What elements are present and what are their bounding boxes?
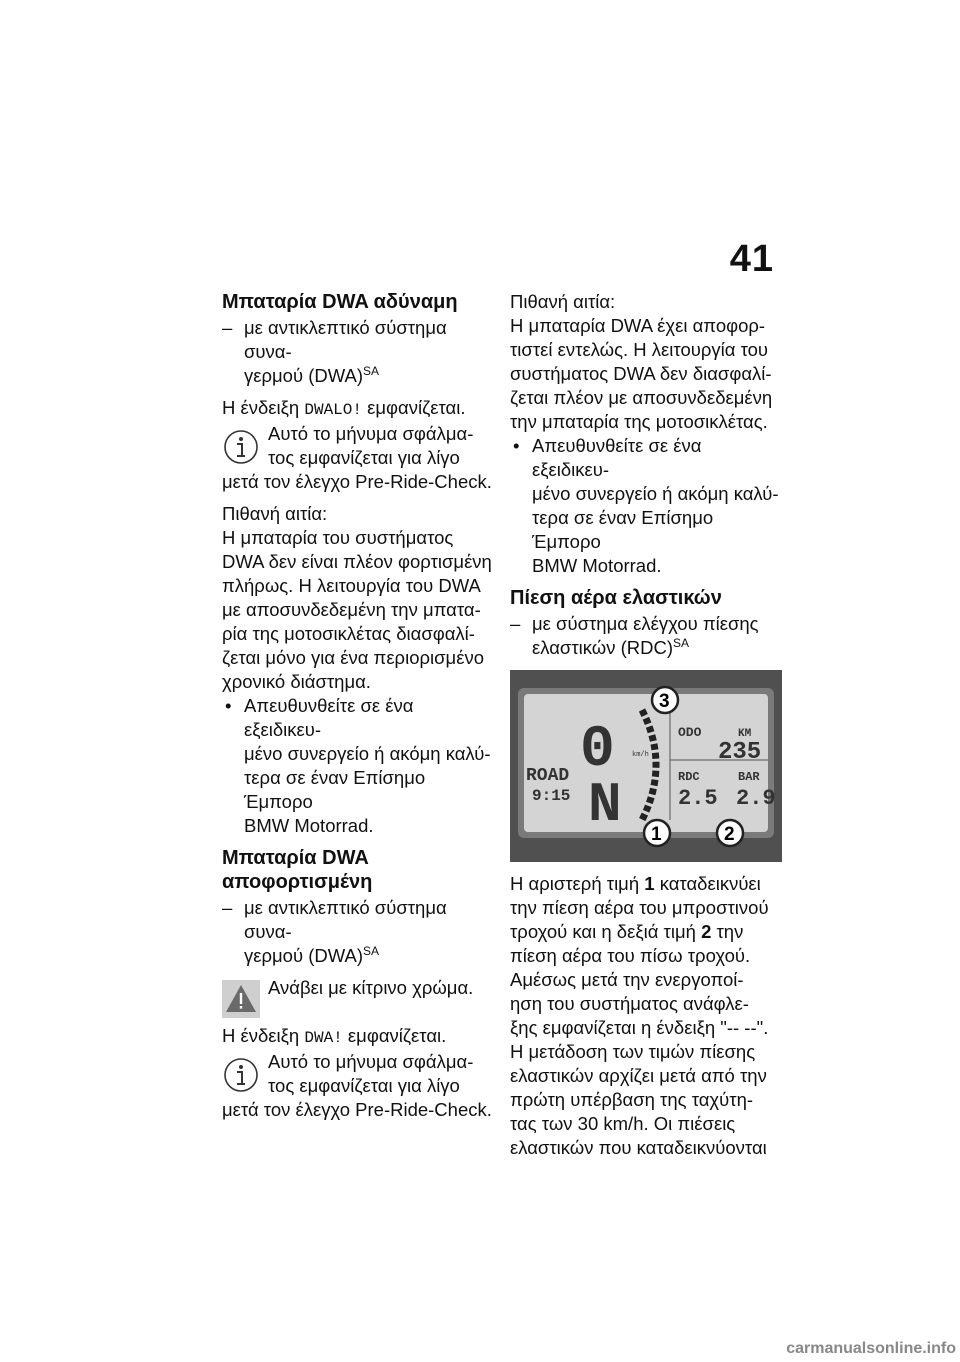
bar-label: BAR [738,770,760,784]
speed-digit: 0 [580,718,615,783]
rdc-label: RDC [678,770,700,784]
display-code: DWA! [304,1029,343,1047]
sa-superscript: SA [673,635,690,650]
dash-marker: – [222,317,233,338]
instrument-cluster-figure [510,670,782,862]
front-tyre-pressure: 2.5 [678,786,718,811]
dash-marker: – [510,613,521,634]
clock: 9:15 [532,787,571,805]
bullet-item: • Απευθυνθείτε σε ένα εξειδικευ- μένο συνεργείο ή ακόμη καλύ- τερα σε έναν Επίσημο Έμπορο BMW Motorrad. [513,435,779,576]
riding-mode: ROAD [526,766,570,786]
section-title-dwa-discharged: Μπαταρία DWA αποφορτισμένη [222,847,373,893]
odo-label: ODO [678,725,702,740]
info-note: Αυτό το μήνυμα σφάλμα- τος εμφανίζεται για λίγο μετά τον έλεγχο Pre-Ride-Check. [222,1051,492,1120]
info-note: Αυτό το μήνυμα σφάλμα- τος εμφανίζεται για λίγο μετά τον έλεγχο Pre-Ride-Check. [222,423,492,492]
speed-unit: km/h [632,751,649,759]
equipment-note: – με αντικλεπτικό σύστημα συνα- γερμού (DWA)$^{SA}$ [222,317,447,386]
equipment-note: – με σύστημα ελέγχου πίεσης ελαστικών (RDC)$^{SA}$ [510,613,759,658]
sa-superscript: SA [363,943,380,958]
gear-indicator: N [588,773,622,837]
bullet-item: • Απευθυνθείτε σε ένα εξειδικευ- μένο συνεργείο ή ακόμη καλύ- τερα σε έναν Επίσημο Έμπορο BMW Motorrad. [225,695,491,836]
section-title-dwa-weak: Μπαταρία DWA αδύναμη [222,291,458,313]
cause-label: Πιθανή αιτία: [222,503,328,524]
indicator-line: Η ένδειξη DWALO! εμφανίζεται. [222,397,466,419]
instrument-cluster-illustration [510,670,782,862]
watermark: carmanualsonline.info [786,1340,956,1357]
bullet-marker: • [225,695,232,716]
odo-value: 235 [718,739,762,766]
bullet-marker: • [513,435,520,456]
warning-note: Ανάβει με κίτρινο χρώμα. [222,976,492,1024]
cause-label: Πιθανή αιτία: [510,291,616,312]
callout-3: 3 [659,691,670,712]
callout-1: 1 [651,824,662,845]
equipment-note: – με αντικλεπτικό σύστημα συνα- γερμού (DWA)$^{SA}$ [222,897,447,966]
rear-tyre-pressure: 2.9 [736,786,776,811]
right-column: Πιθανή αιτία: Η μπαταρία DWA έχει αποφορ- τιστεί εντελώς. Η λειτουργία του συστήματος DWA δεν διασφαλί- ζεται πλέον με αποσυνδεδεμένη την μπαταρία της μοτοσικλέτας. • Απευθυνθείτε σε ένα εξειδικευ- μένο συνεργείο ή ακόμη καλύ- τερα σε έναν Επίσημο Έμπορο BMW Motorrad. Πίεση αέρα ελαστικών – με σύστημα ελέγχου πίεσης ελαστικών (RDC)$^{SA}$ 0 N km/h ROAD 9:15 ODO KM 235 RDC BAR 2.5 2.9 3 1 2 Η αριστερή τιμή 1 καταδεικνύει την πίεση αέρα του μπροστινού τροχού και η δεξιά τιμή 2 την πίεση αέρα του πίσω τροχού. Αμέσως μετά την ενεργοποί- ηση του συστήματος ανάφλε- ξης εμφανίζεται η ένδειξη "-- --". Η μετάδοση των τιμών πίεσης ελαστικών αρχίζει μετά από την πρώτη υπέρβαση της ταχύτη- τας των 30 km/h. Οι πιέσεις ελαστικών που καταδεικνύονται [510,290,782,1160]
odo-unit: KM [738,728,752,740]
warning-triangle-icon [222,980,260,1018]
sa-superscript: SA [363,363,380,378]
left-column: Μπαταρία DWA αδύναμη – με αντικλεπτικό σύστημα συνα- γερμού (DWA)$^{SA}$ Η ένδειξη DWALO! εμφανίζεται. Αυτό το μήνυμα σφάλμα- τος εμφανίζεται για λίγο μετά τον έλεγχο Pre-Ride-Check. Πιθανή αιτία: Η μπαταρία του συστήματος DWA δεν είναι πλέον φορτισμένη πλήρως. Η λειτουργία του DWA με αποσυνδεδεμένη την μπατα- ρία της μοτοσικλέτας διασφαλί- ζεται μόνο για ένα περιορισμένο χρονικό διάστημα. • Απευθυνθείτε σε ένα εξειδικευ- μένο συνεργείο ή ακόμη καλύ- τερα σε έναν Επίσημο Έμπορο BMW Motorrad. Μπαταρία DWA αποφορτισμένη – με αντικλεπτικό σύστημα συνα- γερμού (DWA)$^{SA}$ Ανάβει με κίτρινο χρώμα. Η ένδειξη DWA! εμφανίζεται. Αυτό το μήνυμα σφάλμα- τος εμφανίζεται για λίγο μετά τον έλεγχο Pre-Ride-Check. [222,291,492,1120]
info-icon [222,1056,260,1094]
section-title-tyre-pressure: Πίεση αέρα ελαστικών [510,587,722,609]
indicator-line: Η ένδειξη DWA! εμφανίζεται. [222,1025,447,1047]
info-icon [222,428,260,466]
dash-marker: – [222,897,233,918]
callout-2: 2 [724,824,735,845]
page-number: 41 [729,238,774,280]
display-code: DWALO! [304,401,362,419]
